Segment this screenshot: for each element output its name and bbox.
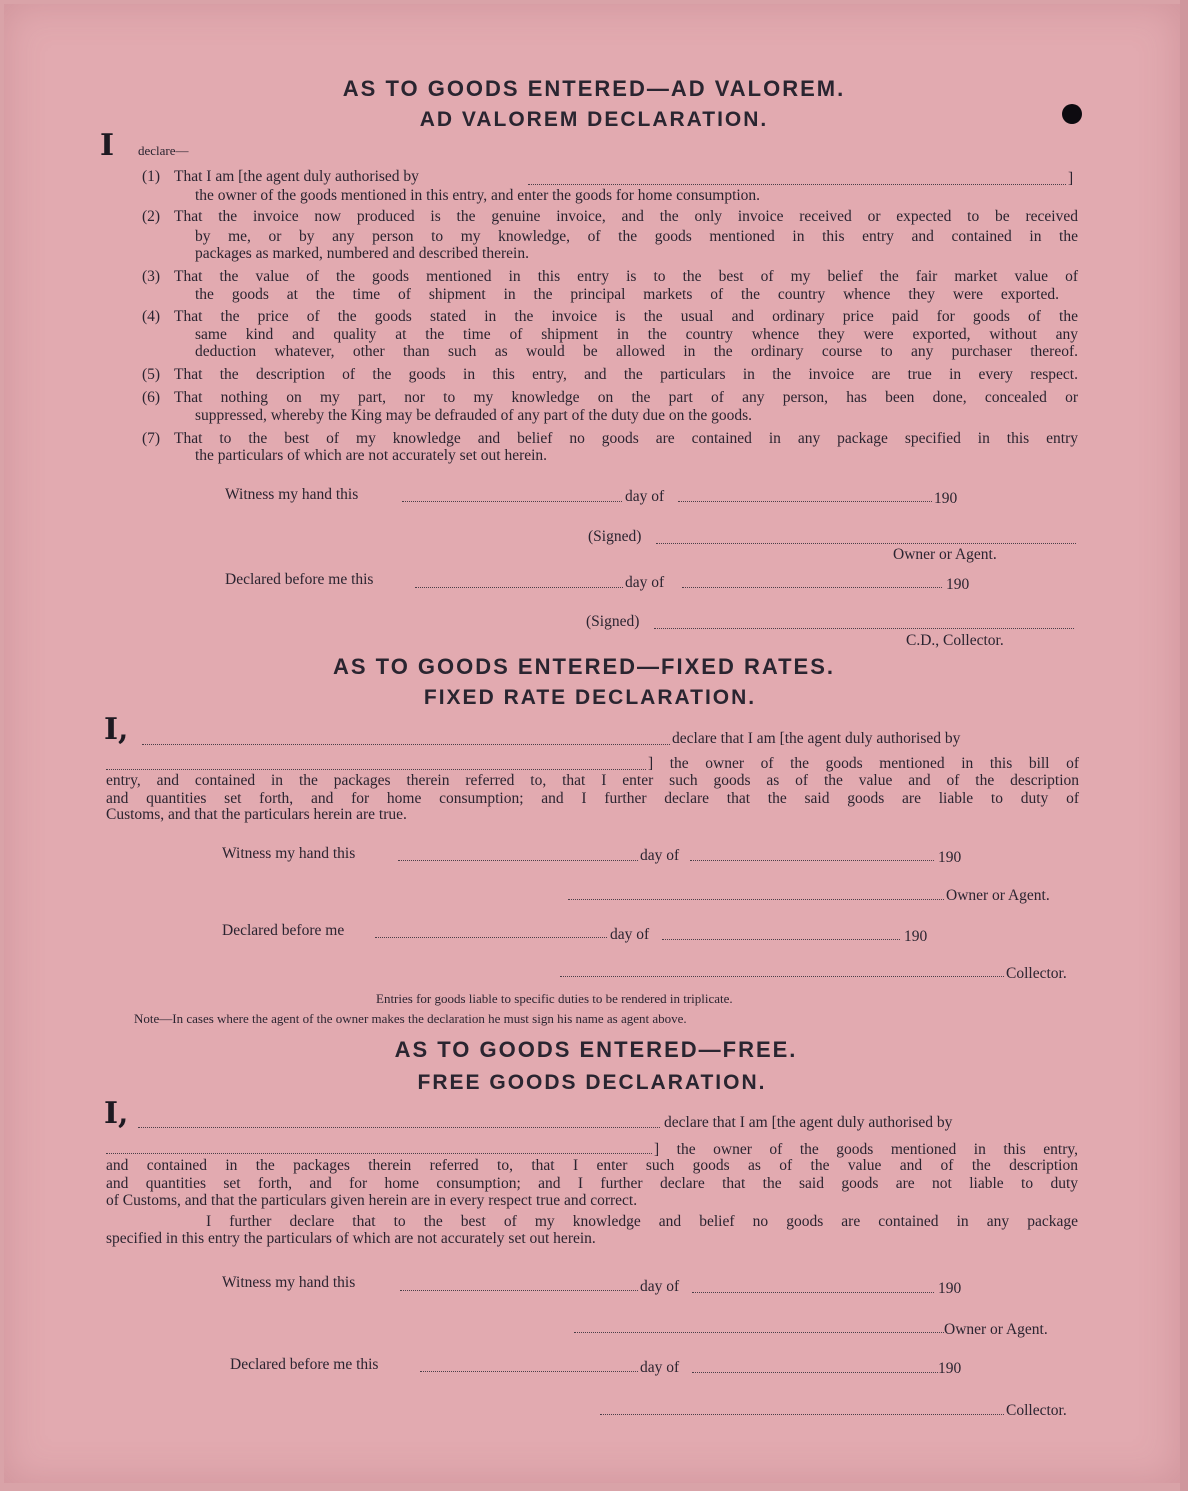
s3-witness-label: Witness my hand this [222, 1274, 356, 1291]
s3-declared-year: 190 [938, 1360, 962, 1377]
section1-declare: declare— [138, 143, 189, 158]
page-edge [1180, 0, 1188, 1491]
s3-line4: and quantities set forth, and for home consumption; and I further declare that the said goods are not liable to duty [106, 1175, 1078, 1192]
s2-collector-signature-field[interactable] [560, 976, 1004, 977]
s3-line2: ] the owner of the goods mentioned in this entry, [654, 1141, 1078, 1158]
item7-num: (7) [142, 430, 161, 447]
item5-line1: That the description of the goods in this entry, and the particulars in the invoice are true in every respect. [174, 366, 1078, 383]
item3-line1: That the value of the goods mentioned in this entry is to the best of my belief the fair market value of [174, 268, 1078, 285]
s1-witness-year: 190 [934, 490, 958, 507]
item2-line1: That the invoice now produced is the genuine invoice, and the only invoice received or expected to be received [174, 208, 1078, 225]
item1-bracket: ] [1068, 170, 1074, 187]
s3-witness-month-field[interactable] [692, 1292, 934, 1293]
s3-owner-agent: Owner or Agent. [944, 1321, 1048, 1338]
s1-collector-signature-field[interactable] [654, 628, 1074, 629]
s3-line3: and contained in the packages therein referred to, that I enter such goods as of the value and of the description [106, 1157, 1078, 1174]
s1-owner-signature-field[interactable] [656, 543, 1076, 544]
section3-initial: I, [104, 1096, 129, 1131]
s3-agent-name-field[interactable] [106, 1153, 652, 1154]
s1-declared-dayof: day of [625, 574, 665, 591]
section2-subtitle: FIXED RATE DECLARATION. [423, 686, 757, 709]
s3-declared-month-field[interactable] [692, 1372, 938, 1373]
s3-witness-year: 190 [938, 1280, 962, 1297]
s2-declared-dayof: day of [610, 926, 650, 943]
item4-line3: deduction whatever, other than such as would be allowed in the ordinary course to any purchaser thereof. [195, 343, 1078, 360]
s1-signed2-label: (Signed) [586, 613, 640, 630]
s2-line5: Customs, and that the particulars herein are true. [106, 806, 407, 823]
s2-note-triplicate: Entries for goods liable to specific duties to be rendered in triplicate. [376, 991, 733, 1006]
s3-collector: Collector. [1006, 1402, 1067, 1419]
item2-num: (2) [142, 208, 161, 225]
s1-declared-day-field[interactable] [415, 587, 623, 588]
s2-note-agent: Note—In cases where the agent of the owner makes the declaration he must sign his name as agent above. [134, 1011, 687, 1026]
s2-witness-label: Witness my hand this [222, 845, 356, 862]
s2-witness-day-field[interactable] [398, 860, 638, 861]
s1-declared-label: Declared before me this [225, 571, 374, 588]
s1-witness-dayof: day of [625, 488, 665, 505]
s2-declare-line: declare that I am [the agent duly authorised by [672, 730, 961, 747]
item6-line1: That nothing on my part, nor to my knowledge on the part of any person, has been done, concealed or [174, 389, 1078, 406]
item3-line2: the goods at the time of shipment in the principal markets of the country whence they were exported. [195, 286, 1059, 303]
s3-witness-day-field[interactable] [400, 1290, 638, 1291]
s1-signed1-label: (Signed) [588, 528, 642, 545]
s1-witness-label: Witness my hand this [225, 486, 359, 503]
s3-line5: of Customs, and that the particulars given herein are in every respect true and correct. [106, 1192, 638, 1209]
s3-line6: I further declare that to the best of my knowledge and belief no goods are contained in any package [206, 1213, 1078, 1230]
s1-declared-year: 190 [946, 576, 970, 593]
s2-owner-agent: Owner or Agent. [946, 887, 1050, 904]
s3-owner-signature-field[interactable] [574, 1332, 944, 1333]
s2-declarant-name-field[interactable] [142, 744, 670, 745]
s2-line4: and quantities set forth, and for home consumption; and I further declare that the said goods are liable to duty of [106, 790, 1079, 807]
s2-collector: Collector. [1006, 965, 1067, 982]
s1-witness-day-field[interactable] [402, 501, 622, 502]
item6-line2: suppressed, whereby the King may be defrauded of any part of the duty due on the goods. [195, 407, 752, 424]
s1-declared-month-field[interactable] [682, 587, 942, 588]
s3-declared-dayof: day of [640, 1359, 680, 1376]
s2-witness-dayof: day of [640, 847, 680, 864]
s3-declared-label: Declared before me this [230, 1356, 379, 1373]
s2-line3: entry, and contained in the packages therein referred to, that I enter such goods as of the value and of the description [106, 772, 1079, 789]
item3-num: (3) [142, 268, 161, 285]
s2-agent-name-field[interactable] [106, 769, 646, 770]
s3-line7: specified in this entry the particulars of which are not accurately set out herein. [106, 1230, 596, 1247]
s3-declare-line: declare that I am [the agent duly authorised by [664, 1114, 953, 1131]
item4-line1: That the price of the goods stated in the invoice is the usual and ordinary price paid for goods of the [174, 308, 1078, 325]
item7-line2: the particulars of which are not accurately set out herein. [195, 447, 548, 464]
section3-title: AS TO GOODS ENTERED—FREE. [394, 1037, 798, 1062]
item1-line2: the owner of the goods mentioned in this entry, and enter the goods for home consumption. [195, 187, 761, 204]
item2-line2: by me, or by any person to my knowledge, of the goods mentioned in this entry and contained in the [195, 228, 1078, 245]
item4-num: (4) [142, 308, 161, 325]
s3-declared-day-field[interactable] [420, 1371, 638, 1372]
s3-witness-dayof: day of [640, 1278, 680, 1295]
item7-line1: That to the best of my knowledge and belief no goods are contained in any package specified in this entry [174, 430, 1078, 447]
s1-owner-agent: Owner or Agent. [893, 546, 997, 563]
item6-num: (6) [142, 389, 161, 406]
s2-declared-label: Declared before me [222, 922, 345, 939]
s2-declared-year: 190 [904, 928, 928, 945]
item2-line3: packages as marked, numbered and described therein. [195, 245, 529, 262]
section1-subtitle: AD VALOREM DECLARATION. [419, 108, 769, 131]
section3-subtitle: FREE GOODS DECLARATION. [417, 1071, 767, 1094]
section1-title: AS TO GOODS ENTERED—AD VALOREM. [342, 76, 846, 101]
item1-num: (1) [142, 168, 161, 185]
s1-collector: C.D., Collector. [906, 632, 1004, 649]
s2-witness-month-field[interactable] [690, 860, 934, 861]
section2-title: AS TO GOODS ENTERED—FIXED RATES. [332, 654, 835, 679]
s2-declared-day-field[interactable] [375, 937, 607, 938]
s2-owner-signature-field[interactable] [568, 899, 944, 900]
item1-line1: That I am [the agent duly authorised by [174, 168, 419, 185]
s2-declared-month-field[interactable] [662, 939, 900, 940]
section1-initial: I [100, 128, 115, 163]
item4-line2: same kind and quality at the time of shipment in the country whence they were exported, without any [195, 326, 1078, 343]
item5-num: (5) [142, 366, 161, 383]
section2-initial: I, [104, 712, 129, 747]
s2-witness-year: 190 [938, 849, 962, 866]
s3-collector-signature-field[interactable] [600, 1414, 1004, 1415]
s1-witness-month-field[interactable] [678, 501, 932, 502]
s2-line2: ] the owner of the goods mentioned in this bill of [648, 755, 1079, 772]
agent-name-field[interactable] [528, 184, 1066, 185]
s3-declarant-name-field[interactable] [138, 1127, 660, 1128]
